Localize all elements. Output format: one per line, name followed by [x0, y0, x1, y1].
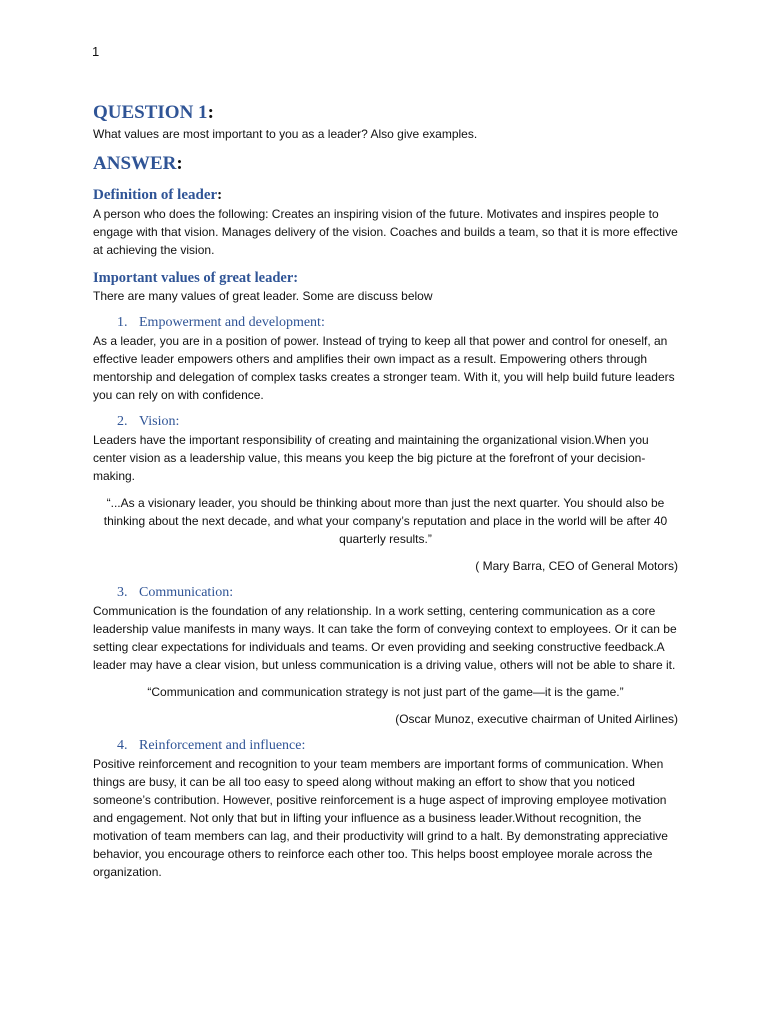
section-number: 3. [117, 585, 128, 600]
answer-heading-colon: : [176, 153, 183, 174]
answer-heading [93, 152, 678, 176]
section-heading-empowerment [93, 314, 678, 332]
section-title: Vision: [139, 414, 180, 429]
question-heading-colon: : [207, 102, 214, 123]
section-body-empowerment: As a leader, you are in a position of power. Instead of trying to keep all that power and control for oneself, an effective leader empowers others and amplifies their own impact as a result. Empowering others through mentorship and delegation of complex tasks creates a stronger team. With it, you will help build future leaders you can rely on with confidence. [93, 334, 675, 402]
section-body-vision: Leaders have the important responsibility of creating and maintaining the organizational vision.When you center vision as a leadership value, this means you keep the big picture at the forefront of your decision-making. [93, 433, 649, 483]
definition-heading [93, 185, 678, 205]
page-number: 1 [92, 44, 100, 59]
section-title: Reinforcement and influence: [139, 738, 306, 753]
section-heading-reinforcement [93, 737, 678, 755]
section-body-communication: Communication is the foundation of any relationship. In a work setting, centering communication as a core leadership value manifests in many ways. It can take the form of conveying context to employees. Or it can be setting clear expectations for individuals and teams. Or even providing and seeking constructive feedback.A leader may have a clear vision, but unless communication is a driving value, others will not be able to share it. [93, 604, 677, 672]
important-values-heading: Important values of great leader: [93, 270, 299, 286]
important-values-intro: There are many values of great leader. Some are discuss below [93, 289, 433, 303]
question-heading-text: QUESTION 1 [93, 102, 208, 123]
answer-heading-text: ANSWER [93, 153, 177, 174]
definition-text: A person who does the following: Creates an inspiring vision of the future. Motivates and inspires people to engage with that vision. Manages delivery of the vision. Coaches and builds a team, so that it is more effective at achieving the vision. [93, 207, 678, 257]
question-heading [93, 101, 678, 125]
section-number: 1. [117, 315, 128, 330]
definition-heading-text: Definition of leader [93, 187, 218, 203]
question-text: What values are most important to you as a leader? Also give examples. [93, 127, 478, 141]
quote-vision: “...As a visionary leader, you should be thinking about more than just the next quarter. You should also be thinking about the next decade, and what your company’s reputation and place in the world will be after 40 quarterly results.” [103, 496, 668, 546]
section-body-reinforcement: Positive reinforcement and recognition to your team members are important forms of communication. When things are busy, it can be all too easy to speed along without making an effort to show that you noticed someone’s contribution. However, positive reinforcement is a huge aspect of improving employee motivation and engagement. Not only that but in lifting your influence as a business leader.Without recognition, the motivation of team members can lag, and their productivity will grind to a halt. By demonstrating appreciative behavior, you encourage others to reinforce each other too. This helps boost employee morale across the organization. [93, 757, 668, 879]
quote-attribution-vision: ( Mary Barra, CEO of General Motors) [475, 559, 678, 573]
section-number: 2. [117, 414, 128, 429]
quote-attribution-communication: (Oscar Munoz, executive chairman of United Airlines) [395, 712, 678, 726]
quote-communication: “Communication and communication strategy is not just part of the game—it is the game.” [147, 685, 624, 699]
section-heading-vision [93, 413, 678, 431]
section-heading-communication [93, 584, 678, 602]
document-content [93, 101, 678, 881]
definition-heading-colon: : [217, 187, 223, 203]
section-title: Communication: [139, 585, 234, 600]
section-title: Empowerment and development: [139, 315, 325, 330]
section-number: 4. [117, 738, 128, 753]
